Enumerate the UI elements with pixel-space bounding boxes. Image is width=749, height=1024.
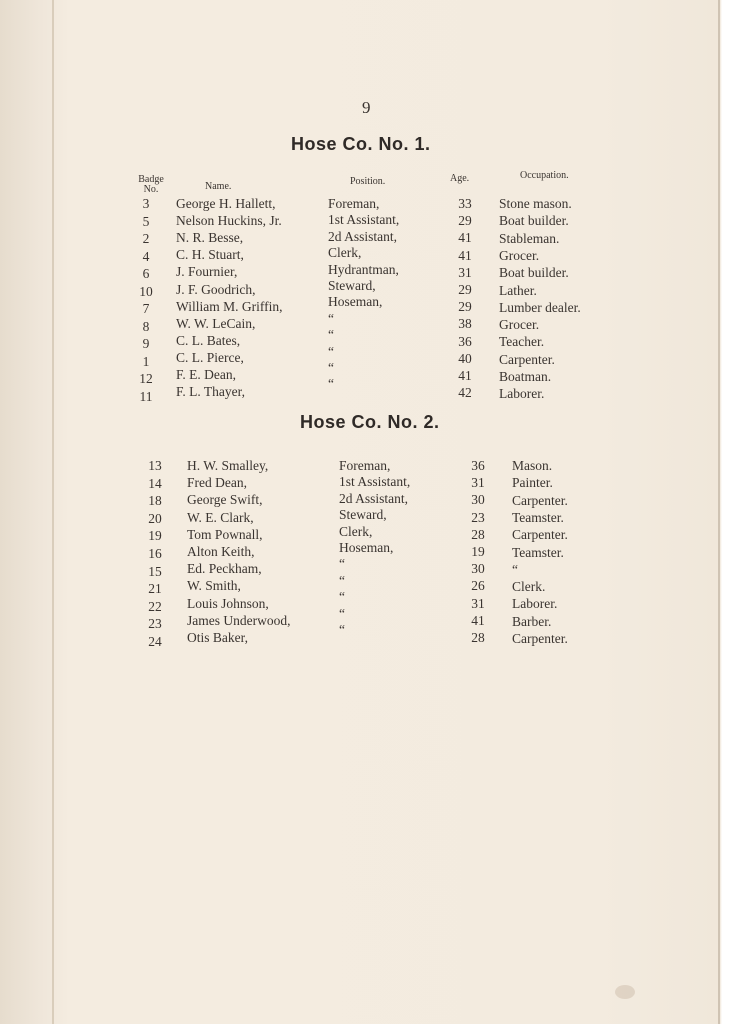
age-cell: 41 <box>458 368 472 383</box>
name-cell: Ed. Peckham, <box>187 561 262 577</box>
position-cell: Clerk, <box>328 245 362 261</box>
occupation-cell: Teamster. <box>512 544 564 560</box>
occupation-cell: Boatman. <box>499 369 552 384</box>
occupation-cell: Carpenter. <box>512 527 568 543</box>
header-name: Name. <box>205 181 232 192</box>
occupation-cell: Grocer. <box>499 317 540 333</box>
header-badge: Badge No. <box>138 174 164 195</box>
table-row <box>0 509 749 526</box>
company-1-title: Hose Co. No. 1. <box>291 134 431 154</box>
occupation-cell: Lather. <box>499 282 537 298</box>
header-age: Age. <box>450 173 470 184</box>
occupation-cell: Boat builder. <box>499 265 569 281</box>
table-row <box>0 360 749 386</box>
name-cell: C. H. Stuart, <box>176 247 244 263</box>
occupation-cell: Barber. <box>512 613 552 629</box>
age-cell: 40 <box>458 350 472 366</box>
age-cell: 31 <box>458 264 472 280</box>
table-row <box>0 310 749 334</box>
occupation-cell: Carpenter. <box>512 631 568 646</box>
occupation-cell: Carpenter. <box>512 492 568 508</box>
name-cell: W. Smith, <box>187 578 241 594</box>
age-cell: 41 <box>471 612 485 628</box>
badge-cell: 24 <box>148 634 162 649</box>
table-row <box>0 572 749 597</box>
age-cell: 41 <box>458 230 472 246</box>
position-cell: “ <box>339 622 345 637</box>
position-cell: 2d Assistant, <box>339 490 409 506</box>
position-cell: “ <box>328 310 334 326</box>
occupation-cell: Stone mason. <box>499 196 572 211</box>
badge-cell: 2 <box>142 231 150 246</box>
table-row <box>0 475 749 492</box>
table-row <box>0 343 749 369</box>
age-cell: 31 <box>471 475 485 491</box>
badge-cell: 18 <box>148 493 162 509</box>
age-cell: 29 <box>458 213 472 229</box>
badge-cell: 10 <box>139 283 153 299</box>
name-cell: George Swift, <box>187 492 263 508</box>
name-cell: Tom Pownall, <box>187 526 263 542</box>
age-cell: 41 <box>458 247 472 263</box>
name-cell: Fred Dean, <box>187 475 247 491</box>
age-cell: 28 <box>471 526 485 542</box>
position-cell: 1st Assistant, <box>328 212 400 228</box>
badge-cell: 6 <box>142 266 150 281</box>
occupation-cell: Clerk. <box>512 579 546 595</box>
badge-cell: 16 <box>148 546 162 561</box>
occupation-cell: Lumber dealer. <box>499 299 581 315</box>
age-cell: 29 <box>458 282 472 297</box>
table-row <box>0 196 749 213</box>
occupation-cell: Carpenter. <box>499 351 555 367</box>
name-cell: George H. Hallett, <box>176 196 276 211</box>
position-cell: “ <box>339 589 345 605</box>
name-cell: Louis Johnson, <box>187 595 269 611</box>
age-cell: 29 <box>458 299 472 315</box>
occupation-cell: Teamster. <box>512 509 564 525</box>
age-cell: 38 <box>458 316 472 332</box>
position-cell: “ <box>339 605 345 621</box>
name-cell: Alton Keith, <box>187 544 255 559</box>
position-cell: Hydrantman, <box>328 261 399 277</box>
badge-cell: 5 <box>142 213 150 229</box>
badge-cell: 15 <box>148 563 162 579</box>
position-cell: 2d Assistant, <box>328 228 398 244</box>
occupation-cell: “ <box>512 561 518 577</box>
table-row <box>0 294 749 316</box>
badge-cell: 1 <box>142 353 150 369</box>
age-cell: 23 <box>471 509 485 525</box>
position-cell: Hoseman, <box>339 540 394 555</box>
header-occupation: Occupation. <box>520 170 569 181</box>
position-cell: Steward, <box>328 278 376 293</box>
table-row <box>0 327 749 351</box>
badge-cell: 19 <box>148 528 162 544</box>
name-cell: H. W. Smalley, <box>187 458 269 473</box>
age-cell: 36 <box>458 333 472 349</box>
badge-cell: 3 <box>142 196 150 211</box>
badge-cell: 21 <box>148 581 162 597</box>
paper-stain <box>615 985 635 999</box>
age-cell: 30 <box>471 492 485 508</box>
header-position: Position. <box>350 176 386 187</box>
badge-cell: 20 <box>148 510 162 526</box>
age-cell: 26 <box>471 578 485 594</box>
badge-cell: 23 <box>148 616 162 632</box>
badge-cell: 14 <box>148 475 162 491</box>
company-2-title: Hose Co. No. 2. <box>300 412 440 432</box>
table-row <box>0 213 749 230</box>
occupation-cell: Grocer. <box>499 247 540 263</box>
badge-cell: 8 <box>142 318 150 334</box>
position-cell: “ <box>328 343 334 359</box>
position-cell: “ <box>339 572 345 588</box>
age-cell: 33 <box>458 196 472 211</box>
age-cell: 19 <box>471 544 485 559</box>
age-cell: 28 <box>471 630 485 645</box>
table-row <box>0 230 749 247</box>
name-cell: W. E. Clark, <box>187 509 254 525</box>
position-cell: “ <box>328 376 334 392</box>
name-cell: N. R. Besse, <box>176 230 244 246</box>
age-cell: 42 <box>458 385 472 401</box>
name-cell: C. L. Bates, <box>176 332 241 348</box>
occupation-cell: Painter. <box>512 475 553 491</box>
age-cell: 36 <box>471 458 485 473</box>
table-row <box>0 458 749 475</box>
occupation-cell: Mason. <box>512 458 553 473</box>
position-cell: “ <box>328 360 334 375</box>
badge-cell: 12 <box>139 371 153 386</box>
badge-cell: 4 <box>142 248 150 264</box>
position-cell: Foreman, <box>328 196 380 211</box>
badge-cell: 13 <box>148 458 162 473</box>
age-cell: 31 <box>471 595 485 611</box>
position-cell: Foreman, <box>339 458 391 473</box>
position-cell: “ <box>339 556 345 572</box>
occupation-cell: Laborer. <box>512 596 558 612</box>
occupation-cell: Boat builder. <box>499 213 569 229</box>
name-cell: C. L. Pierce, <box>176 349 244 365</box>
name-cell: Nelson Huckins, Jr. <box>176 213 282 229</box>
age-cell: 30 <box>471 561 485 577</box>
position-cell: Hoseman, <box>328 294 383 310</box>
name-cell: James Underwood, <box>187 612 291 628</box>
badge-cell: 9 <box>142 336 150 351</box>
name-cell: J. F. Goodrich, <box>176 281 256 297</box>
name-cell: J. Fournier, <box>176 264 238 280</box>
name-cell: F. E. Dean, <box>176 367 237 382</box>
table-row <box>0 540 749 561</box>
position-cell: 1st Assistant, <box>339 474 411 490</box>
badge-cell: 7 <box>142 301 150 316</box>
position-cell: Clerk, <box>339 523 373 539</box>
name-cell: W. W. LeCain, <box>176 315 256 331</box>
occupation-cell: Stableman. <box>499 230 560 246</box>
occupation-cell: Teacher. <box>499 334 545 350</box>
position-cell: Steward, <box>339 507 387 523</box>
position-cell: “ <box>328 327 334 343</box>
badge-cell: 22 <box>148 598 162 614</box>
name-cell: F. L. Thayer, <box>176 384 245 400</box>
name-cell: William M. Griffin, <box>176 298 283 314</box>
occupation-cell: Laborer. <box>499 386 545 402</box>
page-number: 9 <box>362 98 371 117</box>
name-cell: Otis Baker, <box>187 630 248 645</box>
badge-cell: 11 <box>139 388 153 404</box>
table-row <box>0 556 749 579</box>
